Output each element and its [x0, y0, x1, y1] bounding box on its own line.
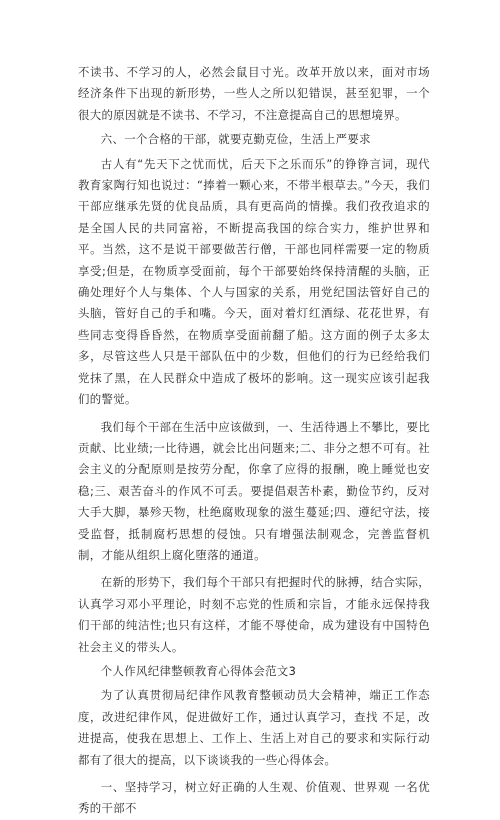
- paragraph-5: 为了认真贯彻局纪律作风教育整顿动员大会精神，端正工作态度，改进纪律作风，促进做好工作，通过认真学习，查找 不足，改进提高，使我在思想上、工作上、生活上对自己的要求和实际行动都有了很大的提高，以下谈谈我的一些心得体会。: [78, 688, 430, 767]
- paragraph-2: 古人有“先天下之忧而忧，后天下之乐而乐”的铮铮言词，现代教育家陶行知也说过：“捧着一颗心来，不带半根草去。”今天，我们干部应继承先贤的优良品质，具有更高尚的情操。我们孜孜追求的是全国人民的共同富裕，不断提高我国的综合实力，维护世界和平。当然，这不是说干部要做苦行僧，干部也同样需要一定的物质享受;但是，在物质享受面前，每个干部要始终保持清醒的头脑，正确处理好个人与集体、个人与国家的关系，用党纪国法管好自己的头脑，管好自己的手和嘴。今天，面对着灯红酒绿、花花世界，有些同志变得昏昏然，在物质享受面前翻了船。这方面的例子太多太多，尽管这些人只是干部队伍中的少数，但他们的行为已经给我们党抹了黑，在人民群众中造成了极坏的影响。这一现实应该引起我们的警觉。: [78, 156, 430, 407]
- paragraph-3: 我们每个干部在生活中应该做到，一、生活待遇上不攀比，要比贡献、比业绩;一比待遇，就会比出问题来;二、非分之想不可有。社会主义的分配原则是按劳分配，你拿了应得的报酬，晚上睡觉也安稳;三、艰苦奋斗的作风不可丢。要提倡艰苦朴素，勤俭节约，反对大手大脚，暴殄天物，杜绝腐败现象的滋生蔓延;四、遵纪守法，接受监督，抵制腐朽思想的侵蚀。只有增强法制观念，完善监督机制，才能从组织上腐化堕落的通道。: [78, 419, 430, 562]
- paragraph-1: 不读书、不学习的人，必然会鼠目寸光。改革开放以来，面对市场经济条件下出现的新形势，一些人之所以犯错误，甚至犯罪，一个很大的原因就是不读书、不学习，不注意提高自己的思想境界。: [78, 65, 430, 122]
- document-page: [78, 62, 430, 820]
- paragraph-4: 在新的形势下，我们每个干部只有把握时代的脉搏，结合实际，认真学习邓小平理论，时刻不忘党的性质和宗旨，才能永远保持我们干部的纯洁性;也只有这样，才能不辱使命，成为建设有中国特色社会主义的带头人。: [78, 575, 430, 654]
- paragraph-6: 一、坚持学习，树立好正确的人生观、价值观、世界观 一名优秀的干部不: [78, 780, 430, 816]
- article-title-3: 个人作风纪律整顿教育心得体会范文3: [100, 663, 297, 678]
- section-heading-6: 六、一个合格的干部，就要克勤克俭，生活上严要求: [100, 132, 371, 147]
